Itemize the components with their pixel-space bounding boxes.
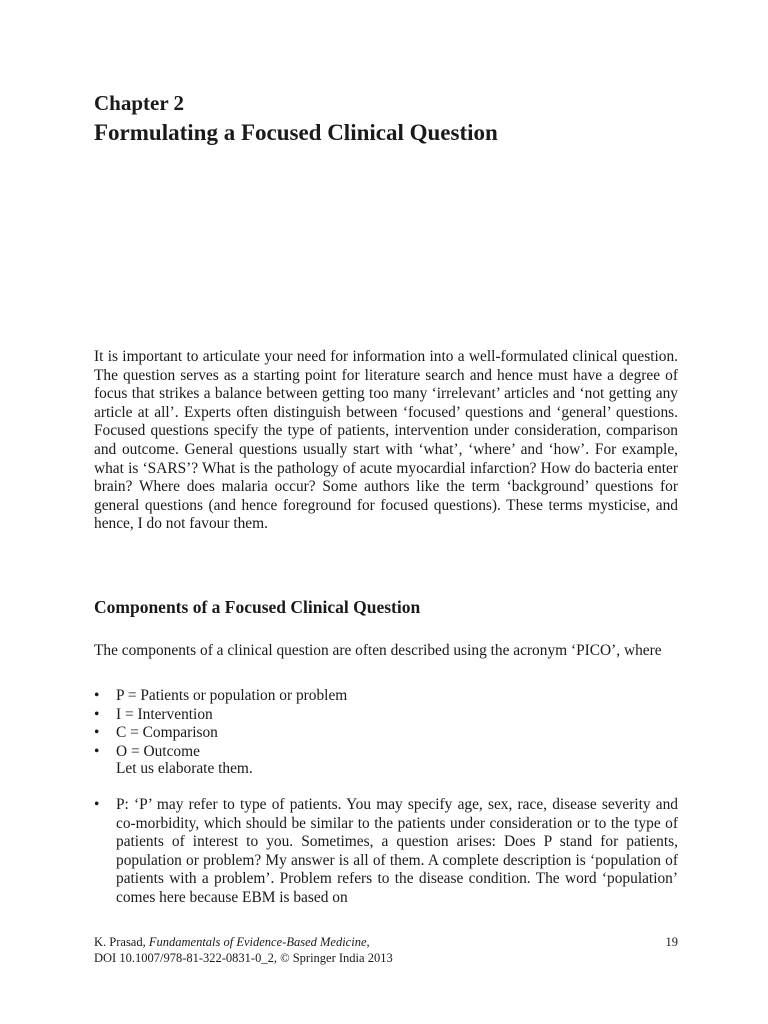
bullet: • (94, 796, 100, 813)
chapter-title: Formulating a Focused Clinical Question (94, 120, 498, 145)
components-paragraph: The components of a clinical question are often described using the acronym ‘PICO’, where (94, 642, 662, 659)
page-number: 19 (665, 935, 678, 949)
bullet: • (94, 742, 100, 760)
pico-item-c (94, 724, 678, 743)
pico-item-text: P = Patients or population or problem (116, 687, 348, 704)
pico-item-p (94, 687, 678, 706)
footer-author: K. Prasad, (94, 935, 149, 949)
intro-paragraph: It is important to articulate your need for information into a well-formulated clinical question. The question serves as a starting point for literature search and hence must have a degree of focus that strikes a balance between getting too many ‘irrelevant’ articles and ‘not getting any article at all’. Experts often distinguish between ‘focused’ questions and ‘general’ questions. Focused questions specify the type of patients, intervention under consideration, comparison and outcome. General questions usually start with ‘what’, ‘where’ and ‘how’. For example, what is ‘SARS’? What is the pathology of acute myocardial infarction? How do bacteria enter brain? Where does malaria occur? Some authors like the term ‘background’ questions for general questions (and hence foreground for focused questions). These terms mysticise, and hence, I do not favour them. (94, 348, 678, 533)
footer-doi: DOI 10.1007/978-81-322-0831-0_2, © Springer India 2013 (94, 951, 393, 965)
bullet: • (94, 687, 100, 704)
footer-citation (94, 934, 678, 950)
pico-item-o (94, 743, 678, 762)
chapter-label: Chapter 2 (94, 91, 185, 115)
p-component-text: P: ‘P’ may refer to type of patients. You may specify age, sex, race, disease severity and co-morbidity, which should be similar to the patients under consideration or to the type of patients of interest to you. Sometimes, a question arises: Does P stand for patients, population or problem? My answer is all of them. A complete description is ‘population of patients with a problem’. Problem refers to the disease condition. The word ‘population’ comes here because EBM is based on (116, 796, 678, 906)
pico-list (94, 687, 678, 761)
footer-comma: , (366, 935, 370, 949)
pico-item-i (94, 706, 678, 725)
pico-item-text: I = Intervention (116, 705, 213, 723)
bullet: • (94, 705, 100, 723)
p-component-paragraph (94, 796, 678, 908)
section-heading: Components of a Focused Clinical Question (94, 597, 421, 617)
page-footer (94, 934, 678, 966)
pico-item-text: O = Outcome (116, 742, 200, 760)
footer-book-title: Fundamentals of Evidence-Based Medicine (148, 935, 367, 949)
bullet: • (94, 724, 100, 742)
book-page (94, 90, 678, 965)
elaborate-text: Let us elaborate them. (116, 760, 253, 777)
pico-item-text: C = Comparison (116, 724, 218, 742)
